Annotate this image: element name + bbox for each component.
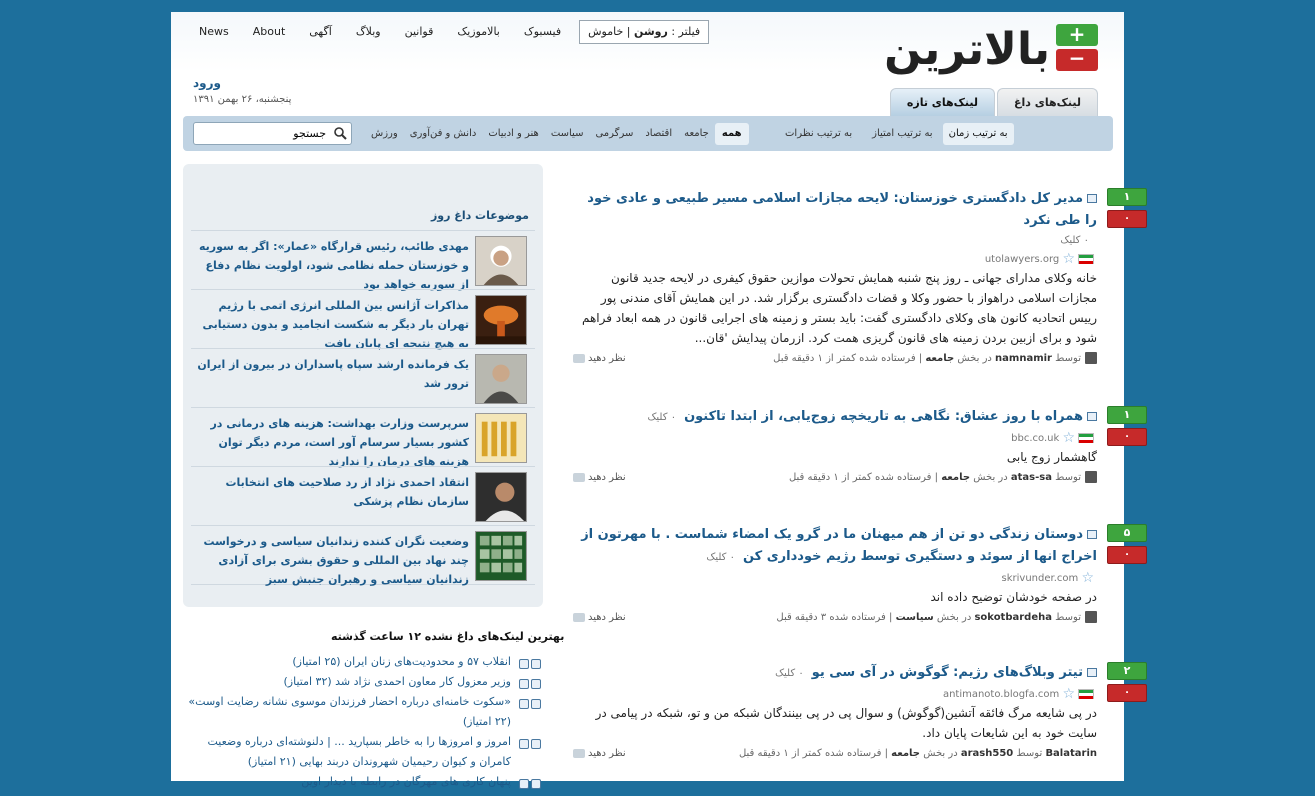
vote-down-button[interactable]: ۰ [1107, 428, 1147, 446]
current-date: پنجشنبه، ۲۶ بهمن ۱۳۹۱ [193, 94, 292, 105]
post-meta [573, 232, 1097, 250]
expand-icon[interactable] [515, 676, 541, 688]
post-section[interactable]: جامعه [925, 353, 955, 364]
section-label: در بخش [923, 748, 958, 759]
flag-icon [1078, 689, 1094, 699]
post-footer: توسط atas-sa در بخش جامعه | فرستاده شده کمتر از ۱ دقیقه قبل نظر دهید [573, 469, 1097, 487]
site-logo[interactable] [884, 22, 1098, 80]
post-author[interactable]: atas-sa [1010, 472, 1052, 483]
post-item [573, 524, 1131, 662]
post-section[interactable]: سیاست [895, 612, 934, 623]
post-title[interactable] [573, 524, 1097, 569]
sort-options [775, 122, 1014, 145]
avatar[interactable] [1085, 352, 1097, 364]
best-links-title: بهترین لینک‌های داغ نشده ۱۲ ساعت گذشته [331, 630, 565, 643]
hot-topic-item[interactable] [191, 466, 535, 525]
vote-up-button[interactable]: ۱ [1107, 188, 1147, 206]
vote-box [1107, 188, 1147, 228]
vote-down-button[interactable]: ۰ [1107, 546, 1147, 564]
nav-blog[interactable]: وبلاگ [355, 25, 381, 38]
post-time: فرستاده شده ۳ دقیقه قبل [776, 612, 886, 623]
vote-box [1107, 406, 1147, 446]
hot-topics-list [191, 230, 535, 585]
star-icon[interactable]: ☆ [1062, 251, 1075, 267]
post-title[interactable] [573, 188, 1097, 232]
best-link-item[interactable] [187, 692, 541, 732]
window-icon [1087, 194, 1097, 203]
star-icon[interactable]: ☆ [1081, 570, 1094, 586]
expand-icon[interactable] [515, 776, 541, 788]
page [171, 12, 1131, 788]
vote-up-button[interactable]: ۲ [1107, 662, 1147, 680]
star-icon[interactable]: ☆ [1062, 686, 1075, 702]
expand-icon[interactable] [515, 736, 541, 748]
vote-up-button[interactable]: ۱ [1107, 406, 1147, 424]
best-link-text[interactable]: امروز و امروزها را به خاطر بسپارید ... | دلنوشته‌ای درباره وضعیت کامران و کیوان رحیمیان شهروندان دربند بهایی (۲۱ امتیاز) [207, 735, 511, 768]
hot-topic-text[interactable]: وضعیت نگران کننده زندانیان سیاسی و درخواست چند نهاد بین المللی و حقوق بشری برای آزادی زندانیان سیاسی و رهبران جنبش سبز [203, 535, 469, 586]
post-time: فرستاده شده کمتر از ۱ دقیقه قبل [788, 472, 932, 483]
thumbnail-image[interactable] [475, 236, 527, 286]
avatar[interactable] [1085, 471, 1097, 483]
flag-icon [1078, 433, 1094, 443]
category-sports[interactable]: ورزش [371, 127, 398, 139]
login-link[interactable]: ورود [193, 76, 221, 90]
vote-up-button[interactable]: ۵ [1107, 524, 1147, 542]
post-author[interactable]: namnamir [995, 353, 1052, 364]
by-label: توسط [1055, 472, 1081, 483]
post-time: فرستاده شده کمتر از ۱ دقیقه قبل [738, 748, 882, 759]
expand-icon[interactable] [515, 696, 541, 708]
post-source [573, 569, 1097, 587]
post-description: خانه وکلای مدارای جهانی ـ روز پنج شنبه همایش تحولات موازین حقوق کیفری در لایحه جدید قانون مجازات اسلامی دراهواز با حضور وکلا و قضات دادگستری برگزار شد. در این همایش آقای مندنی پور رییس اتحادیه کانون های وکلای دادگستری گفت: باید بستر و زمینه های اجرایی قانون در همه ابعاد فراهم شود و برای ازبین بردن زمینه های قانون گریزی همت کرد. ازرمان پیدایش 'قان... [581, 271, 1097, 345]
category-all[interactable]: همه [715, 123, 749, 145]
expand-icon[interactable] [515, 656, 541, 668]
tab-hot-links[interactable]: لینک‌های داغ [997, 88, 1098, 116]
search-icon[interactable] [333, 126, 347, 140]
post-item [573, 662, 1131, 762]
post-footer: Balatarin توسط arash550 در بخش جامعه | فرستاده شده کمتر از ۱ دقیقه قبل نظر دهید [573, 745, 1097, 763]
sort-by-time[interactable]: به ترتیب زمان [943, 123, 1014, 145]
nav-news[interactable]: News [199, 25, 229, 38]
post-description: در پی شایعه مرگ فائقه آتشین(گوگوش) و سوال پی در پی بینندگان شبکه من و تو، شبکه در پیامی در سایت خود به این شایعات پایان داد. [595, 706, 1097, 740]
plus-icon: + [1056, 24, 1098, 46]
post-title-text[interactable]: مدیر کل دادگستری خوزستان: لایحه مجازات اسلامی مسیر طبیعی و عادی خود را طی نکرد [587, 191, 1097, 228]
post-item [573, 406, 1131, 524]
filter-toggle [579, 20, 709, 44]
post-item [573, 188, 1131, 394]
post-source [573, 250, 1097, 268]
category-politics[interactable]: سیاست [550, 127, 584, 139]
best-links-list [187, 652, 541, 792]
hot-topic-item[interactable] [191, 407, 535, 466]
hot-topic-item[interactable] [191, 348, 535, 407]
avatar[interactable] [1085, 611, 1097, 623]
tab-new-links[interactable]: لینک‌های تازه [890, 88, 995, 116]
post-author[interactable]: arash550 [960, 748, 1014, 759]
post-domain: bbc.co.uk [1011, 433, 1060, 444]
post-title-text[interactable]: دوستان زندگی دو تن از هم میهنان ما در گرو یک امضاء شماست . با مهرتون از اخراج انها از سوئد و دستگیری توسط رژیم خودداری کن [581, 527, 1097, 564]
hot-topic-item[interactable] [191, 289, 535, 348]
posts-list [573, 188, 1131, 762]
post-footer: توسط namnamir در بخش جامعه | فرستاده شده کمتر از ۱ دقیقه قبل نظر دهید [573, 350, 1097, 368]
nav-about[interactable]: About [252, 25, 286, 38]
nav-ads[interactable]: آگهی [309, 25, 332, 38]
filter-on[interactable]: روشن [633, 25, 668, 38]
comment-icon [573, 354, 585, 363]
comment-link[interactable]: نظر دهید [573, 745, 626, 763]
section-label: در بخش [973, 472, 1008, 483]
comment-link[interactable]: نظر دهید [573, 609, 626, 627]
comment-icon [573, 613, 585, 622]
category-entertainment[interactable]: سرگرمی [595, 127, 634, 139]
vote-box [1107, 524, 1147, 564]
hot-topics-title: موضوعات داغ روز [430, 209, 529, 222]
hot-topic-text[interactable]: مذاکرات آژانس بین المللی انرژی اتمی با رژیم تهران بار دیگر به شکست انجامید و بدون دستیابی به هیچ نتیجه ای پایان یافت [202, 299, 469, 350]
best-link-item[interactable] [187, 652, 541, 672]
category-society[interactable]: جامعه [684, 127, 709, 139]
best-link-item[interactable] [187, 672, 541, 692]
comment-link[interactable]: نظر دهید [573, 350, 626, 368]
category-science[interactable]: دانش و فن‌آوری [409, 127, 477, 139]
comment-icon [573, 473, 585, 482]
hot-topic-text[interactable]: انتقاد احمدی نژاد از رد صلاحیت های انتخابات سازمان نظام پزشکی [225, 476, 469, 508]
minus-icon: − [1056, 49, 1098, 71]
best-link-text[interactable]: وزیر معزول کار معاون احمدی نژاد شد (۳۲ امتیاز) [283, 675, 511, 688]
hot-topic-text[interactable]: مهدی طائب، رئیس قرارگاه «عمار»: اگر به سوریه و خوزستان حمله نظامی شود، اولویت نظام دفاع از سوریه خواهد بود [198, 240, 469, 291]
category-economy[interactable]: اقتصاد [645, 127, 673, 139]
post-description: گاهشمار زوج یابی [1006, 450, 1097, 464]
section-label: در بخش [936, 612, 972, 623]
sort-by-comments[interactable]: به ترتیب نظرات [785, 127, 853, 139]
post-section[interactable]: جامعه [941, 472, 971, 483]
filter-toolbar [183, 116, 1113, 151]
window-icon [1087, 530, 1097, 539]
filter-label: فیلتر : [667, 25, 701, 38]
thumbnail-image[interactable] [475, 295, 527, 345]
post-source [573, 685, 1097, 703]
search-box [193, 122, 352, 145]
link-tabs [888, 88, 1098, 116]
window-icon [1087, 668, 1097, 677]
nav-rules[interactable]: قوانین [404, 25, 434, 38]
comment-link[interactable]: نظر دهید [573, 469, 626, 487]
filter-separator: | [623, 25, 634, 38]
thumbnail-image[interactable] [475, 354, 527, 404]
comment-icon [573, 749, 585, 758]
post-title-text[interactable]: همراه با روز عشاق: نگاهی به تاریخچه زوج‌یابی، از ابتدا تاکنون [684, 409, 1083, 424]
best-link-text[interactable]: «سکوت خامنه‌ای درباره احضار فرزندان موسوی نشانه رضایت اوست» (۲۲ امتیاز) [188, 695, 511, 728]
by-label: توسط [1055, 612, 1081, 623]
post-domain: skrivunder.com [1001, 573, 1079, 584]
nav-balamusic[interactable]: بالاموزیک [457, 25, 500, 38]
best-link-text[interactable]: پنهان کاری های مهرگان در رابطه با دیدار اوین [301, 775, 511, 788]
logo-text: بالاترین [884, 24, 1050, 75]
post-author[interactable]: sokotbardeha [974, 612, 1052, 623]
post-title[interactable] [573, 406, 1097, 429]
sort-by-score[interactable]: به ترتیب امتیاز [872, 127, 933, 139]
thumbnail-image[interactable] [475, 531, 527, 581]
search-input[interactable] [198, 125, 326, 142]
nav-facebook[interactable]: فیسبوک [523, 25, 562, 38]
vote-down-button[interactable]: ۰ [1107, 210, 1147, 228]
top-nav [187, 20, 709, 44]
by-label: توسط [1016, 748, 1043, 759]
post-title[interactable] [573, 662, 1097, 685]
post-description: در صفحه خودشان توضیح داده اند [930, 590, 1097, 604]
click-count: ۰ کلیک [1060, 235, 1089, 246]
star-icon[interactable]: ☆ [1062, 430, 1075, 446]
thumbnail-image[interactable] [475, 472, 527, 522]
click-count: ۰ کلیک [647, 412, 677, 423]
post-title-text[interactable]: تیتر وبلاگ‌های رژیم: گوگوش در آی سی یو [811, 665, 1083, 680]
thumbnail-image[interactable] [475, 413, 527, 463]
vote-down-button[interactable]: ۰ [1107, 684, 1147, 702]
best-link-text[interactable]: انقلاب ۵۷ و محدودیت‌های زنان ایران (۲۵ امتیاز) [292, 655, 511, 668]
vote-box [1107, 662, 1147, 702]
hot-topic-item[interactable] [191, 230, 535, 289]
best-link-item[interactable] [187, 732, 541, 772]
post-time: فرستاده شده کمتر از ۱ دقیقه قبل [773, 353, 916, 364]
window-icon [1087, 412, 1097, 421]
category-art[interactable]: هنر و ادبیات [488, 127, 539, 139]
flag-icon [1078, 254, 1094, 264]
post-domain: utolawyers.org [984, 254, 1060, 265]
category-filters [365, 122, 749, 145]
hot-topic-text[interactable]: یک فرمانده ارشد سپاه پاسداران در بیرون از ایران ترور شد [197, 358, 469, 390]
post-source [573, 429, 1097, 447]
hot-topic-item[interactable] [191, 525, 535, 584]
filter-off[interactable]: خاموش [588, 25, 624, 38]
by-label: توسط [1055, 353, 1081, 364]
post-author-origin[interactable]: Balatarin [1045, 748, 1097, 759]
hot-topic-text[interactable]: سرپرست وزارت بهداشت: هزینه های درمانی در کشور بسیار سرسام آور است، مردم دیگر توان هزینه های درمان را ندارند [210, 417, 469, 468]
click-count: ۰ کلیک [706, 552, 735, 563]
hot-topics-panel [183, 164, 543, 607]
post-section[interactable]: جامعه [891, 748, 921, 759]
section-label: در بخش [957, 353, 992, 364]
best-link-item[interactable] [187, 772, 541, 792]
post-domain: antimanoto.blogfa.com [942, 689, 1060, 700]
click-count: ۰ کلیک [775, 668, 804, 679]
post-footer: توسط sokotbardeha در بخش سیاست | فرستاده شده ۳ دقیقه قبل نظر دهید [573, 609, 1097, 627]
